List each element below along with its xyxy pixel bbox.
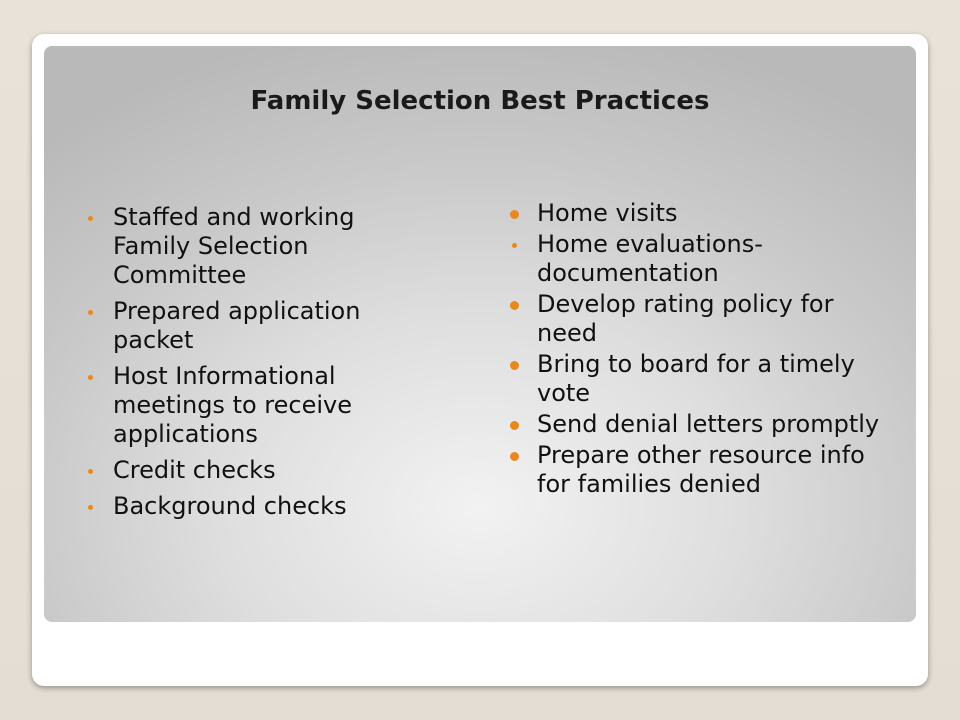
list-item: [86, 362, 406, 449]
bullet-icon: [510, 301, 519, 310]
bullet-icon: [88, 469, 93, 474]
slide-title: Family Selection Best Practices: [250, 86, 710, 116]
list-item: [510, 230, 890, 288]
bullet-icon: [510, 210, 519, 219]
list-item: [510, 410, 890, 439]
list-item: [86, 456, 406, 485]
list-item: [510, 199, 890, 228]
bullet-icon: [88, 216, 93, 221]
list-item: [510, 441, 890, 499]
list-item-text: Staffed and working Family Selection Committee: [113, 203, 355, 289]
bullet-icon: [512, 243, 517, 248]
list-item: [510, 290, 890, 348]
list-item-text: Host Informational meetings to receive applications: [113, 362, 352, 448]
list-item-text: Home evaluations- documentation: [537, 230, 763, 287]
list-item-text: Background checks: [113, 492, 347, 520]
bullet-icon: [510, 452, 519, 461]
bullet-icon: [88, 375, 93, 380]
list-item-text: Prepared application packet: [113, 297, 361, 354]
left-bullet-list: [86, 203, 406, 528]
list-item: [86, 492, 406, 521]
bullet-icon: [510, 361, 519, 370]
list-item-text: Send denial letters promptly: [537, 410, 880, 438]
list-item-text: Bring to board for a timely vote: [537, 350, 855, 407]
list-item-text: Credit checks: [113, 456, 276, 484]
list-item: [86, 297, 406, 355]
right-bullet-list: [510, 199, 890, 501]
bullet-icon: [510, 421, 519, 430]
list-item-text: Prepare other resource info for families denied: [537, 441, 865, 498]
bullet-icon: [88, 505, 93, 510]
list-item-text: Home visits: [537, 199, 678, 227]
list-item: [86, 203, 406, 290]
list-item: [510, 350, 890, 408]
bullet-icon: [88, 310, 93, 315]
list-item-text: Develop rating policy for need: [537, 290, 834, 347]
